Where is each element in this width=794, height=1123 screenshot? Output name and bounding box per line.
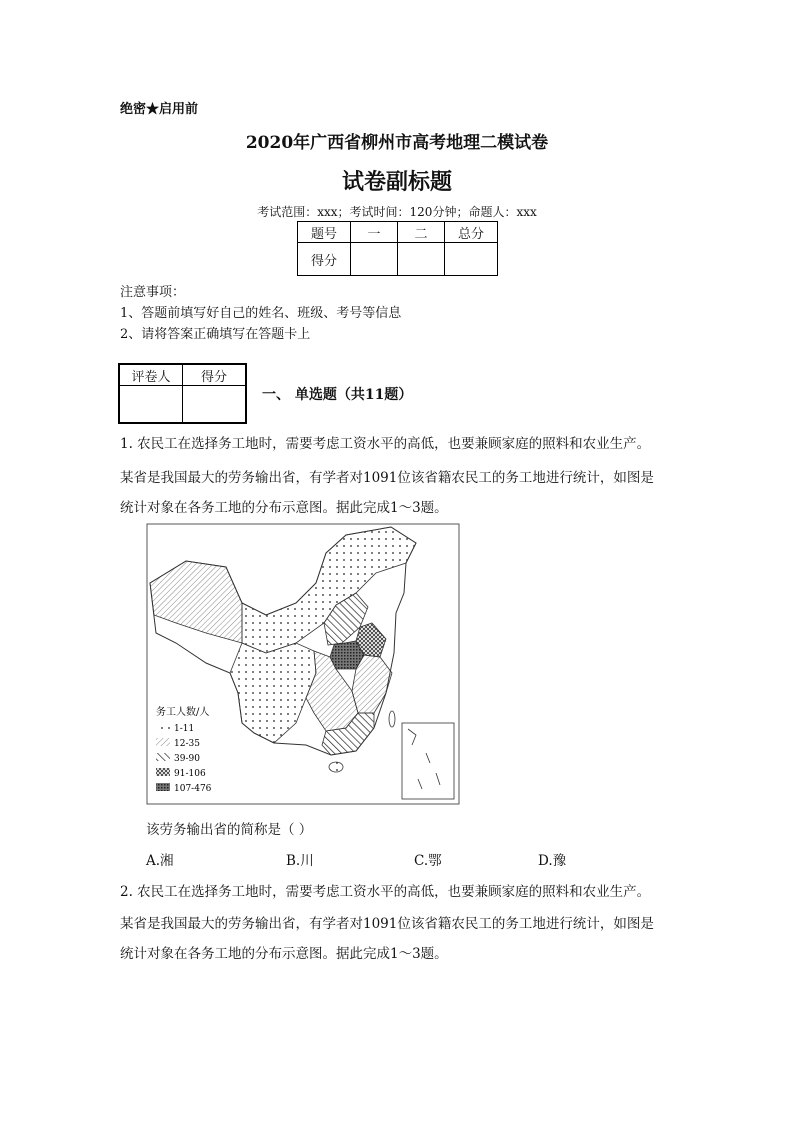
confidential-mark: 绝密★启用前 [120,102,199,117]
score-cell [351,243,398,276]
score-table [297,221,498,276]
legend-label: 1-11 [174,724,195,734]
legend-title: 务工人数/人 [156,707,210,718]
option-a[interactable]: A.湘 [146,853,174,869]
question-1-line: 统计对象在各务工地的分布示意图。据此完成1～3题。 [120,500,448,516]
score-cell [398,243,445,276]
exam-info: 考试范围：xxx；考试时间：120分钟；命题人：xxx [257,205,537,219]
score-row-label: 得分 [298,243,351,276]
hainan-island [329,762,343,772]
legend-label: 12-35 [174,739,200,749]
option-c[interactable]: C.鄂 [414,853,442,869]
legend-swatch-fine-hatch [156,738,170,746]
exam-title: 2020年广西省柳州市高考地理二模试卷 [245,133,549,153]
option-b[interactable]: B.川 [286,853,314,869]
question-1-stem: 该劳务输出省的简称是（ ） [146,822,313,838]
grader-score-header: 得分 [183,364,247,386]
legend-swatch-hatch [156,753,170,761]
exam-subtitle: 试卷副标题 [341,169,452,195]
score-header-total: 总分 [445,222,498,243]
score-header-one: 一 [351,222,398,243]
question-1-line: 1. 农民工在选择务工地时，需要考虑工资水平的高低，也要兼顾家庭的照料和农业生产。 [120,436,651,452]
legend-swatch-dense [156,783,170,791]
legend-label: 39-90 [174,754,200,764]
section-title: 一、 单选题（共11题） [262,387,413,403]
legend-swatch-cross [156,768,170,776]
question-2-line: 2. 农民工在选择务工地时，需要考虑工资水平的高低，也要兼顾家庭的照料和农业生产。 [120,884,651,900]
option-d[interactable]: D.豫 [538,853,567,869]
grader-table [118,363,247,424]
question-2-line: 某省是我国最大的劳务输出省，有学者对1091位该省籍农民工的务工地进行统计，如图是 [120,916,654,932]
notice-item: 1、答题前填写好自己的姓名、班级、考号等信息 [120,306,402,321]
grader-cell [183,386,247,424]
score-cell [445,243,498,276]
question-2-line: 统计对象在各务工地的分布示意图。据此完成1～3题。 [120,946,448,962]
question-1-line: 某省是我国最大的劳务输出省，有学者对1091位该省籍农民工的务工地进行统计，如图是 [120,470,654,486]
grader-header: 评卷人 [119,364,183,386]
south-china-sea-inset [402,723,454,799]
notice-item: 2、请将答案正确填写在答题卡上 [120,327,311,342]
legend-label: 107-476 [174,784,212,794]
notice-title: 注意事项： [120,285,186,300]
score-header-two: 二 [398,222,445,243]
china-distribution-map [146,523,460,805]
legend-label: 91-106 [174,769,206,779]
score-header-number: 题号 [298,222,351,243]
legend-swatch-dots [156,723,170,731]
taiwan-island [389,711,395,727]
grader-cell [119,386,183,424]
